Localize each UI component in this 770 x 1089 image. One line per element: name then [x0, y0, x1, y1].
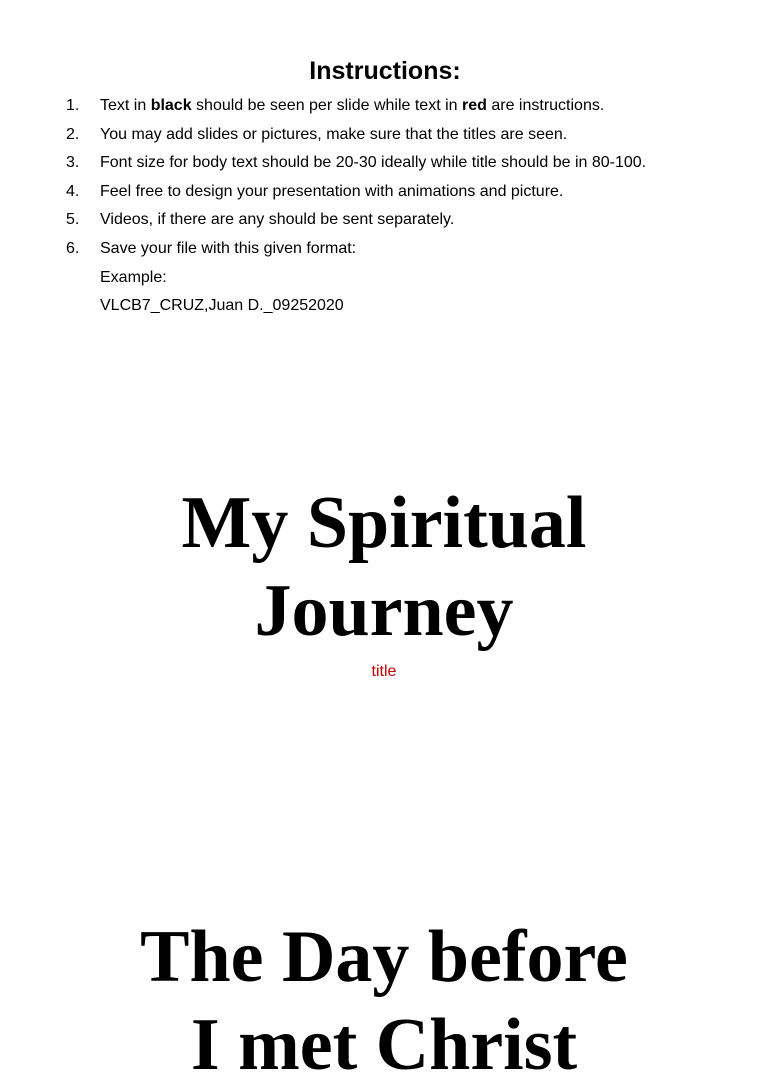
title-line: Journey — [254, 570, 514, 652]
title-instruction-note: title — [371, 663, 397, 680]
instruction-item-3 — [66, 149, 756, 178]
item-text: Feel free to design your presentation with animations and picture. — [100, 182, 564, 200]
title-line: The Day before — [140, 916, 628, 998]
item-text: You may add slides or pictures, make sure that the titles are seen. — [100, 125, 568, 143]
item-number: 4. — [66, 182, 80, 200]
item-number: 6. — [66, 239, 80, 257]
item-number: 5. — [66, 211, 80, 229]
example-filename: VLCB7_CRUZ,Juan D._09252020 — [100, 297, 344, 315]
instruction-list — [66, 92, 756, 321]
instructions-heading: Instructions: — [309, 57, 461, 85]
example-label: Example: — [100, 268, 167, 286]
item-text-segment: should be seen per slide while text in — [191, 97, 462, 114]
instruction-item-4 — [66, 178, 756, 207]
instruction-item-5 — [66, 206, 756, 235]
title-line: I met Christ — [190, 1004, 578, 1086]
item-text: Font size for body text should be 20-30 ideally while title should be in 80-100. — [100, 154, 647, 172]
item-number: 3. — [66, 154, 80, 172]
instruction-item-2 — [66, 121, 756, 150]
title-line: My Spiritual — [181, 482, 587, 564]
item-text: Videos, if there are any should be sent separately. — [100, 211, 455, 229]
instruction-item-1 — [66, 92, 756, 121]
item-text-emphasis-black: black — [150, 97, 192, 114]
item-text — [100, 92, 756, 121]
slide-title-my-spiritual-journey — [0, 479, 768, 655]
item-number: 2. — [66, 125, 80, 143]
item-text-emphasis-red: red — [462, 97, 487, 114]
slide-title-the-day-before — [0, 913, 768, 1089]
instruction-item-6 — [66, 235, 756, 264]
item-number: 1. — [66, 97, 80, 114]
item-text-segment: are instructions. — [486, 97, 605, 114]
item-text: Save your file with this given format: — [100, 239, 357, 257]
item-text-segment: Text in — [100, 97, 151, 114]
